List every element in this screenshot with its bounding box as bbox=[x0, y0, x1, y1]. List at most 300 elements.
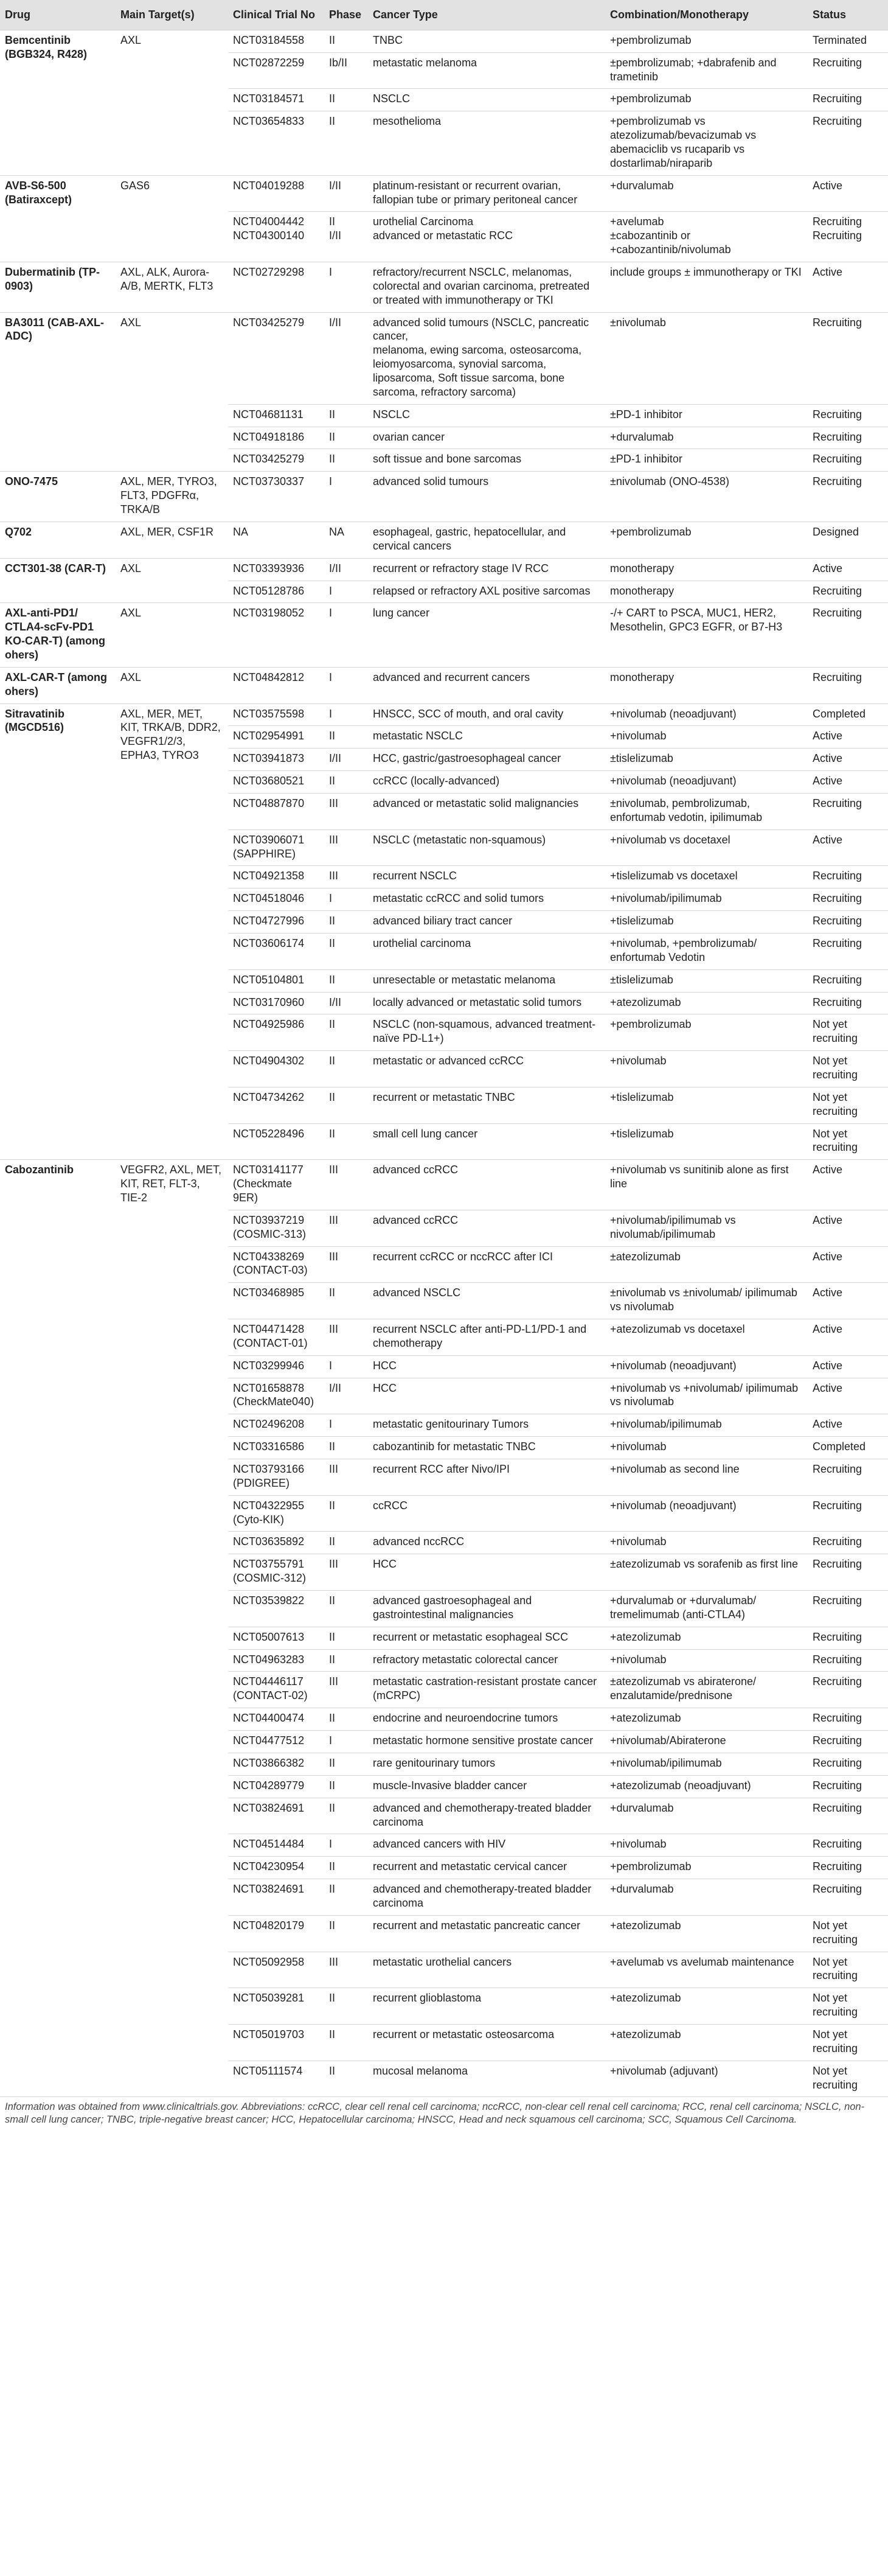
combination: +durvalumab bbox=[605, 175, 808, 212]
combination: +tislelizumab vs docetaxel bbox=[605, 866, 808, 888]
phase: II bbox=[324, 1775, 368, 1798]
combination: ±tislelizumab bbox=[605, 749, 808, 771]
status: Recruiting bbox=[808, 1532, 888, 1554]
phase: II bbox=[324, 2024, 368, 2061]
phase: II bbox=[324, 1283, 368, 1319]
status: Recruiting bbox=[808, 404, 888, 427]
phase: I/II bbox=[324, 749, 368, 771]
trial-number: NCT03170960 bbox=[228, 992, 324, 1014]
cancer-type: metastatic castration-resistant prostate cancer (mCRPC) bbox=[368, 1672, 605, 1708]
trial-number: NCT04289779 bbox=[228, 1775, 324, 1798]
main-targets: AXL, MER, MET, KIT, TRKA/B, DDR2, VEGFR1/2/3, EPHA3, TYRO3 bbox=[116, 703, 228, 1160]
cancer-type: TNBC bbox=[368, 30, 605, 52]
cancer-type: metastatic urothelial cancers bbox=[368, 1952, 605, 1988]
main-targets: AXL, MER, TYRO3, FLT3, PDGFRα, TRKA/B bbox=[116, 472, 228, 522]
cancer-type: advanced solid tumours (NSCLC, pancreatic cancer, melanoma, ewing sarcoma, osteosarcoma, leiomyosarcoma, synovial sarcoma, liposarcoma, Soft tissue sarcoma, bone sarcoma, refractory sarcoma) bbox=[368, 312, 605, 404]
trial-number: NCT05228496 bbox=[228, 1123, 324, 1160]
status: Not yet recruiting bbox=[808, 2024, 888, 2061]
main-targets: GAS6 bbox=[116, 175, 228, 262]
trial-number: NCT03184571 bbox=[228, 89, 324, 111]
phase: III bbox=[324, 1952, 368, 1988]
table-footnote: Information was obtained from www.clinicaltrials.gov. Abbreviations: ccRCC, clear cell renal cell carcinoma; nccRCC, non-clear cell renal cell carcinoma; RCC, renal cell carcinoma; NSCLC, non-small cell lung cancer; TNBC, triple-negative breast cancer; HCC, Hepatocellular carcinoma; HNSCC, Head and neck squamous cell carcinoma; SCC, Squamous Cell Carcinoma. bbox=[5, 2101, 865, 2126]
main-targets: AXL bbox=[116, 603, 228, 667]
phase: I bbox=[324, 1731, 368, 1753]
cancer-type: endocrine and neuroendocrine tumors bbox=[368, 1708, 605, 1731]
status: Recruiting bbox=[808, 1731, 888, 1753]
status: Recruiting bbox=[808, 581, 888, 603]
trial-number: NCT02729298 bbox=[228, 262, 324, 313]
status: Not yet recruiting bbox=[808, 1123, 888, 1160]
trial-number: NCT02872259 bbox=[228, 52, 324, 89]
status: Active bbox=[808, 771, 888, 794]
combination: ±atezolizumab vs sorafenib as first line bbox=[605, 1554, 808, 1591]
main-targets: AXL, MER, CSF1R bbox=[116, 522, 228, 558]
trial-number: NCT03539822 bbox=[228, 1591, 324, 1627]
status: Recruiting bbox=[808, 1753, 888, 1775]
trial-number: NCT03141177 (Checkmate 9ER) bbox=[228, 1160, 324, 1210]
trial-number: NCT03606174 bbox=[228, 933, 324, 969]
phase: NA bbox=[324, 522, 368, 558]
cancer-type: recurrent or metastatic osteosarcoma bbox=[368, 2024, 605, 2061]
combination: +nivolumab/ipilimumab bbox=[605, 888, 808, 911]
trial-number: NCT03680521 bbox=[228, 771, 324, 794]
phase: II bbox=[324, 1879, 368, 1916]
trial-number: NCT03393936 bbox=[228, 558, 324, 581]
status: Recruiting bbox=[808, 1834, 888, 1857]
phase: II bbox=[324, 771, 368, 794]
combination: +avelumab vs avelumab maintenance bbox=[605, 1952, 808, 1988]
combination: -/+ CART to PSCA, MUC1, HER2, Mesothelin, GPC3 EGFR, or B7-H3 bbox=[605, 603, 808, 667]
cancer-type: advanced solid tumours bbox=[368, 472, 605, 522]
combination: monotherapy bbox=[605, 558, 808, 581]
cancer-type: NSCLC bbox=[368, 404, 605, 427]
phase: III bbox=[324, 793, 368, 829]
cancer-type: recurrent and metastatic cervical cancer bbox=[368, 1857, 605, 1879]
cancer-type: recurrent glioblastoma bbox=[368, 1988, 605, 2025]
cancer-type: mucosal melanoma bbox=[368, 2061, 605, 2097]
status: Recruiting bbox=[808, 1627, 888, 1649]
phase: I bbox=[324, 667, 368, 703]
drug-name: Cabozantinib bbox=[0, 1160, 116, 2097]
status: Not yet recruiting bbox=[808, 1014, 888, 1051]
phase: II bbox=[324, 1014, 368, 1051]
trial-number: NCT04019288 bbox=[228, 175, 324, 212]
main-targets: VEGFR2, AXL, MET, KIT, RET, FLT-3, TIE-2 bbox=[116, 1160, 228, 2097]
phase: III bbox=[324, 1554, 368, 1591]
status: Recruiting bbox=[808, 888, 888, 911]
trial-number: NCT03316586 bbox=[228, 1437, 324, 1459]
trial-number: NCT03299946 bbox=[228, 1355, 324, 1378]
trial-number: NCT03906071 (SAPPHIRE) bbox=[228, 829, 324, 866]
cancer-type: HCC bbox=[368, 1378, 605, 1414]
phase: I/II bbox=[324, 992, 368, 1014]
phase: II bbox=[324, 1857, 368, 1879]
cancer-type: advanced and recurrent cancers bbox=[368, 667, 605, 703]
combination: +tislelizumab bbox=[605, 911, 808, 934]
combination: +nivolumab bbox=[605, 1834, 808, 1857]
status: Recruiting bbox=[808, 1591, 888, 1627]
combination: +pembrolizumab bbox=[605, 30, 808, 52]
combination: +pembrolizumab bbox=[605, 89, 808, 111]
cancer-type: HNSCC, SCC of mouth, and oral cavity bbox=[368, 703, 605, 726]
phase: II bbox=[324, 969, 368, 992]
combination: +nivolumab vs +nivolumab/ ipilimumab vs nivolumab bbox=[605, 1378, 808, 1414]
cancer-type: advanced ccRCC bbox=[368, 1160, 605, 1210]
status: Active bbox=[808, 1210, 888, 1246]
trial-number: NCT03184558 bbox=[228, 30, 324, 52]
main-targets: AXL bbox=[116, 667, 228, 703]
combination: +nivolumab (neoadjuvant) bbox=[605, 1355, 808, 1378]
trial-number: NCT04004442 NCT04300140 bbox=[228, 212, 324, 262]
drug-name: BA3011 (CAB-AXL-ADC) bbox=[0, 312, 116, 472]
drug-name: Q702 bbox=[0, 522, 116, 558]
cancer-type: relapsed or refractory AXL positive sarcomas bbox=[368, 581, 605, 603]
combination: +nivolumab (neoadjuvant) bbox=[605, 703, 808, 726]
status: Not yet recruiting bbox=[808, 1952, 888, 1988]
header-combination: Combination/Monotherapy bbox=[605, 0, 808, 30]
trial-number: NCT04477512 bbox=[228, 1731, 324, 1753]
main-targets: AXL bbox=[116, 312, 228, 472]
status: Recruiting bbox=[808, 1649, 888, 1672]
phase: II bbox=[324, 933, 368, 969]
status: Active bbox=[808, 175, 888, 212]
trial-number: NCT02954991 bbox=[228, 726, 324, 749]
header-cancer-type: Cancer Type bbox=[368, 0, 605, 30]
cancer-type: metastatic or advanced ccRCC bbox=[368, 1051, 605, 1087]
header-clinical-trial-no: Clinical Trial No bbox=[228, 0, 324, 30]
combination: +pembrolizumab bbox=[605, 522, 808, 558]
cancer-type: advanced gastroesophageal and gastrointestinal malignancies bbox=[368, 1591, 605, 1627]
trial-number: NA bbox=[228, 522, 324, 558]
cancer-type: refractory metastatic colorectal cancer bbox=[368, 1649, 605, 1672]
cancer-type: advanced ccRCC bbox=[368, 1210, 605, 1246]
cancer-type: advanced cancers with HIV bbox=[368, 1834, 605, 1857]
phase: III bbox=[324, 1246, 368, 1283]
status: Recruiting bbox=[808, 111, 888, 175]
cancer-type: locally advanced or metastatic solid tumors bbox=[368, 992, 605, 1014]
phase: III bbox=[324, 1672, 368, 1708]
status: Recruiting bbox=[808, 312, 888, 404]
combination: +nivolumab (neoadjuvant) bbox=[605, 1495, 808, 1532]
trial-number: NCT05104801 bbox=[228, 969, 324, 992]
table-row bbox=[0, 472, 888, 522]
table-body bbox=[0, 30, 888, 2097]
trial-number: NCT04727996 bbox=[228, 911, 324, 934]
trial-number: NCT04514484 bbox=[228, 1834, 324, 1857]
phase: III bbox=[324, 866, 368, 888]
combination: +atezolizumab (neoadjuvant) bbox=[605, 1775, 808, 1798]
main-targets: AXL, ALK, Aurora-A/B, MERTK, FLT3 bbox=[116, 262, 228, 313]
phase: II bbox=[324, 1591, 368, 1627]
trial-number: NCT03425279 bbox=[228, 312, 324, 404]
combination: +pembrolizumab vs atezolizumab/bevacizumab vs abemaciclib vs rucaparib vs dostarlimab/niraparib bbox=[605, 111, 808, 175]
trial-number: NCT04338269 (CONTACT-03) bbox=[228, 1246, 324, 1283]
phase: Ib/II bbox=[324, 52, 368, 89]
cancer-type: lung cancer bbox=[368, 603, 605, 667]
phase: II bbox=[324, 1495, 368, 1532]
status: Completed bbox=[808, 703, 888, 726]
combination: ±tislelizumab bbox=[605, 969, 808, 992]
drug-name: AXL-CAR-T (among ohers) bbox=[0, 667, 116, 703]
cancer-type: esophageal, gastric, hepatocellular, and cervical cancers bbox=[368, 522, 605, 558]
trial-number: NCT05111574 bbox=[228, 2061, 324, 2097]
cancer-type: ovarian cancer bbox=[368, 427, 605, 449]
cancer-type: metastatic NSCLC bbox=[368, 726, 605, 749]
combination: +nivolumab bbox=[605, 1532, 808, 1554]
drug-name: CCT301-38 (CAR-T) bbox=[0, 558, 116, 603]
phase: I/II bbox=[324, 1378, 368, 1414]
combination: +tislelizumab bbox=[605, 1123, 808, 1160]
status: Recruiting bbox=[808, 793, 888, 829]
trial-number: NCT03468985 bbox=[228, 1283, 324, 1319]
status: Recruiting bbox=[808, 1459, 888, 1496]
status: Recruiting bbox=[808, 969, 888, 992]
header-status: Status bbox=[808, 0, 888, 30]
trial-number: NCT04734262 bbox=[228, 1087, 324, 1123]
phase: II bbox=[324, 1051, 368, 1087]
trial-number: NCT03755791 (COSMIC-312) bbox=[228, 1554, 324, 1591]
phase: I bbox=[324, 472, 368, 522]
trial-number: NCT03824691 bbox=[228, 1879, 324, 1916]
combination: include groups ± immunotherapy or TKI bbox=[605, 262, 808, 313]
combination: +durvalumab bbox=[605, 1798, 808, 1834]
status: Recruiting bbox=[808, 89, 888, 111]
cancer-type: advanced and chemotherapy-treated bladder carcinoma bbox=[368, 1798, 605, 1834]
trial-number: NCT04820179 bbox=[228, 1915, 324, 1952]
status: Recruiting bbox=[808, 866, 888, 888]
main-targets: AXL bbox=[116, 558, 228, 603]
trial-number: NCT03198052 bbox=[228, 603, 324, 667]
combination: +nivolumab vs docetaxel bbox=[605, 829, 808, 866]
cancer-type: small cell lung cancer bbox=[368, 1123, 605, 1160]
table-row bbox=[0, 703, 888, 726]
cancer-type: ccRCC (locally-advanced) bbox=[368, 771, 605, 794]
cancer-type: platinum-resistant or recurrent ovarian, fallopian tube or primary peritoneal cancer bbox=[368, 175, 605, 212]
trial-number: NCT03824691 bbox=[228, 1798, 324, 1834]
cancer-type: recurrent ccRCC or nccRCC after ICI bbox=[368, 1246, 605, 1283]
status: Recruiting bbox=[808, 667, 888, 703]
phase: II bbox=[324, 30, 368, 52]
combination: +nivolumab (neoadjuvant) bbox=[605, 771, 808, 794]
combination: +nivolumab bbox=[605, 726, 808, 749]
trial-number: NCT05039281 bbox=[228, 1988, 324, 2025]
trial-number: NCT03635892 bbox=[228, 1532, 324, 1554]
combination: +atezolizumab vs docetaxel bbox=[605, 1319, 808, 1356]
trial-number: NCT04887870 bbox=[228, 793, 324, 829]
phase: III bbox=[324, 1160, 368, 1210]
status: Active bbox=[808, 1378, 888, 1414]
status: Active bbox=[808, 749, 888, 771]
combination: +nivolumab as second line bbox=[605, 1459, 808, 1496]
cancer-type: recurrent or refractory stage IV RCC bbox=[368, 558, 605, 581]
cancer-type: recurrent or metastatic TNBC bbox=[368, 1087, 605, 1123]
cancer-type: HCC bbox=[368, 1554, 605, 1591]
combination: ±atezolizumab bbox=[605, 1246, 808, 1283]
trial-number: NCT03793166 (PDIGREE) bbox=[228, 1459, 324, 1496]
drug-name: AXL-anti-PD1/ CTLA4-scFv-PD1 KO-CAR-T) (among ohers) bbox=[0, 603, 116, 667]
status: Not yet recruiting bbox=[808, 1051, 888, 1087]
drug-name: Dubermatinib (TP-0903) bbox=[0, 262, 116, 313]
combination: +nivolumab bbox=[605, 1437, 808, 1459]
status: Not yet recruiting bbox=[808, 2061, 888, 2097]
cancer-type: advanced biliary tract cancer bbox=[368, 911, 605, 934]
status: Active bbox=[808, 829, 888, 866]
table-row bbox=[0, 558, 888, 581]
trial-number: NCT03425279 bbox=[228, 449, 324, 472]
status: Completed bbox=[808, 1437, 888, 1459]
combination: ±nivolumab bbox=[605, 312, 808, 404]
combination: +nivolumab, +pembrolizumab/ enfortumab Vedotin bbox=[605, 933, 808, 969]
status: Active bbox=[808, 262, 888, 313]
trial-number: NCT04904302 bbox=[228, 1051, 324, 1087]
cancer-type: recurrent or metastatic esophageal SCC bbox=[368, 1627, 605, 1649]
phase: II bbox=[324, 404, 368, 427]
combination: monotherapy bbox=[605, 667, 808, 703]
phase: III bbox=[324, 1319, 368, 1356]
cancer-type: HCC bbox=[368, 1355, 605, 1378]
combination: +nivolumab/ipilimumab bbox=[605, 1753, 808, 1775]
combination: monotherapy bbox=[605, 581, 808, 603]
status: Recruiting bbox=[808, 449, 888, 472]
combination: +tislelizumab bbox=[605, 1087, 808, 1123]
combination: +avelumab ±cabozantinib or +cabozantinib/nivolumab bbox=[605, 212, 808, 262]
status: Active bbox=[808, 1414, 888, 1437]
phase: II bbox=[324, 1915, 368, 1952]
phase: II bbox=[324, 1437, 368, 1459]
cancer-type: recurrent NSCLC bbox=[368, 866, 605, 888]
cancer-type: ccRCC bbox=[368, 1495, 605, 1532]
phase: II I/II bbox=[324, 212, 368, 262]
status: Recruiting bbox=[808, 1798, 888, 1834]
phase: II bbox=[324, 1649, 368, 1672]
cancer-type: recurrent RCC after Nivo/IPI bbox=[368, 1459, 605, 1496]
phase: II bbox=[324, 449, 368, 472]
combination: ±atezolizumab vs abiraterone/ enzalutamide/prednisone bbox=[605, 1672, 808, 1708]
phase: II bbox=[324, 1087, 368, 1123]
cancer-type: muscle-Invasive bladder cancer bbox=[368, 1775, 605, 1798]
phase: II bbox=[324, 726, 368, 749]
trial-number: NCT04925986 bbox=[228, 1014, 324, 1051]
phase: I bbox=[324, 1355, 368, 1378]
trial-number: NCT04921358 bbox=[228, 866, 324, 888]
combination: +atezolizumab bbox=[605, 2024, 808, 2061]
phase: II bbox=[324, 1798, 368, 1834]
combination: +nivolumab (adjuvant) bbox=[605, 2061, 808, 2097]
status: Recruiting bbox=[808, 992, 888, 1014]
trial-number: NCT03654833 bbox=[228, 111, 324, 175]
status: Active bbox=[808, 1355, 888, 1378]
cancer-type: NSCLC (non-squamous, advanced treatment-naïve PD-L1+) bbox=[368, 1014, 605, 1051]
cancer-type: rare genitourinary tumors bbox=[368, 1753, 605, 1775]
status: Recruiting bbox=[808, 472, 888, 522]
phase: I bbox=[324, 603, 368, 667]
cancer-type: advanced and chemotherapy-treated bladder carcinoma bbox=[368, 1879, 605, 1916]
phase: I bbox=[324, 1834, 368, 1857]
header-row bbox=[0, 0, 888, 30]
table-row bbox=[0, 30, 888, 52]
status: Recruiting Recruiting bbox=[808, 212, 888, 262]
combination: +nivolumab bbox=[605, 1649, 808, 1672]
trial-number: NCT05019703 bbox=[228, 2024, 324, 2061]
trial-number: NCT01658878 (CheckMate040) bbox=[228, 1378, 324, 1414]
trial-number: NCT05128786 bbox=[228, 581, 324, 603]
combination: +atezolizumab bbox=[605, 1708, 808, 1731]
combination: +pembrolizumab bbox=[605, 1014, 808, 1051]
combination: +nivolumab/Abiraterone bbox=[605, 1731, 808, 1753]
status: Active bbox=[808, 1283, 888, 1319]
phase: II bbox=[324, 111, 368, 175]
trial-number: NCT04400474 bbox=[228, 1708, 324, 1731]
phase: II bbox=[324, 2061, 368, 2097]
combination: +atezolizumab bbox=[605, 1627, 808, 1649]
phase: I bbox=[324, 581, 368, 603]
trial-number: NCT03941873 bbox=[228, 749, 324, 771]
cancer-type: metastatic hormone sensitive prostate cancer bbox=[368, 1731, 605, 1753]
combination: +pembrolizumab bbox=[605, 1857, 808, 1879]
status: Recruiting bbox=[808, 1708, 888, 1731]
phase: II bbox=[324, 1988, 368, 2025]
combination: ±nivolumab vs ±nivolumab/ ipilimumab vs nivolumab bbox=[605, 1283, 808, 1319]
trial-number: NCT05092958 bbox=[228, 1952, 324, 1988]
table-row bbox=[0, 667, 888, 703]
combination: +nivolumab vs sunitinib alone as first line bbox=[605, 1160, 808, 1210]
cancer-type: metastatic melanoma bbox=[368, 52, 605, 89]
combination: ±pembrolizumab; +dabrafenib and trametinib bbox=[605, 52, 808, 89]
status: Active bbox=[808, 1160, 888, 1210]
cancer-type: NSCLC bbox=[368, 89, 605, 111]
trial-number: NCT03730337 bbox=[228, 472, 324, 522]
cancer-type: mesothelioma bbox=[368, 111, 605, 175]
phase: I/II bbox=[324, 175, 368, 212]
drug-name: Bemcentinib (BGB324, R428) bbox=[0, 30, 116, 175]
trial-number: NCT02496208 bbox=[228, 1414, 324, 1437]
table-row bbox=[0, 603, 888, 667]
combination: +nivolumab/ipilimumab bbox=[605, 1414, 808, 1437]
status: Recruiting bbox=[808, 1857, 888, 1879]
combination: +atezolizumab bbox=[605, 992, 808, 1014]
trial-number: NCT03937219 (COSMIC-313) bbox=[228, 1210, 324, 1246]
cancer-type: advanced nccRCC bbox=[368, 1532, 605, 1554]
cancer-type: metastatic genitourinary Tumors bbox=[368, 1414, 605, 1437]
cancer-type: HCC, gastric/gastroesophageal cancer bbox=[368, 749, 605, 771]
phase: I/II bbox=[324, 312, 368, 404]
combination: +nivolumab bbox=[605, 1051, 808, 1087]
cancer-type: unresectable or metastatic melanoma bbox=[368, 969, 605, 992]
phase: II bbox=[324, 1532, 368, 1554]
phase: I bbox=[324, 262, 368, 313]
phase: III bbox=[324, 829, 368, 866]
cancer-type: refractory/recurrent NSCLC, melanomas, colorectal and ovarian carcinoma, pretreated or treated with immunotherapy or TKI bbox=[368, 262, 605, 313]
header-main-targets: Main Target(s) bbox=[116, 0, 228, 30]
trial-number: NCT04842812 bbox=[228, 667, 324, 703]
trial-number: NCT04322955 (Cyto-KIK) bbox=[228, 1495, 324, 1532]
main-targets: AXL bbox=[116, 30, 228, 175]
trial-number: NCT03575598 bbox=[228, 703, 324, 726]
trial-number: NCT04471428 (CONTACT-01) bbox=[228, 1319, 324, 1356]
header-phase: Phase bbox=[324, 0, 368, 30]
combination: +durvalumab bbox=[605, 1879, 808, 1916]
status: Not yet recruiting bbox=[808, 1988, 888, 2025]
status: Recruiting bbox=[808, 1554, 888, 1591]
drug-name: Sitravatinib (MGCD516) bbox=[0, 703, 116, 1160]
status: Recruiting bbox=[808, 427, 888, 449]
cancer-type: urothelial Carcinoma advanced or metastatic RCC bbox=[368, 212, 605, 262]
combination: +atezolizumab bbox=[605, 1915, 808, 1952]
status: Active bbox=[808, 1319, 888, 1356]
phase: I bbox=[324, 888, 368, 911]
drug-name: AVB-S6-500 (Batiraxcept) bbox=[0, 175, 116, 262]
trial-number: NCT04963283 bbox=[228, 1649, 324, 1672]
